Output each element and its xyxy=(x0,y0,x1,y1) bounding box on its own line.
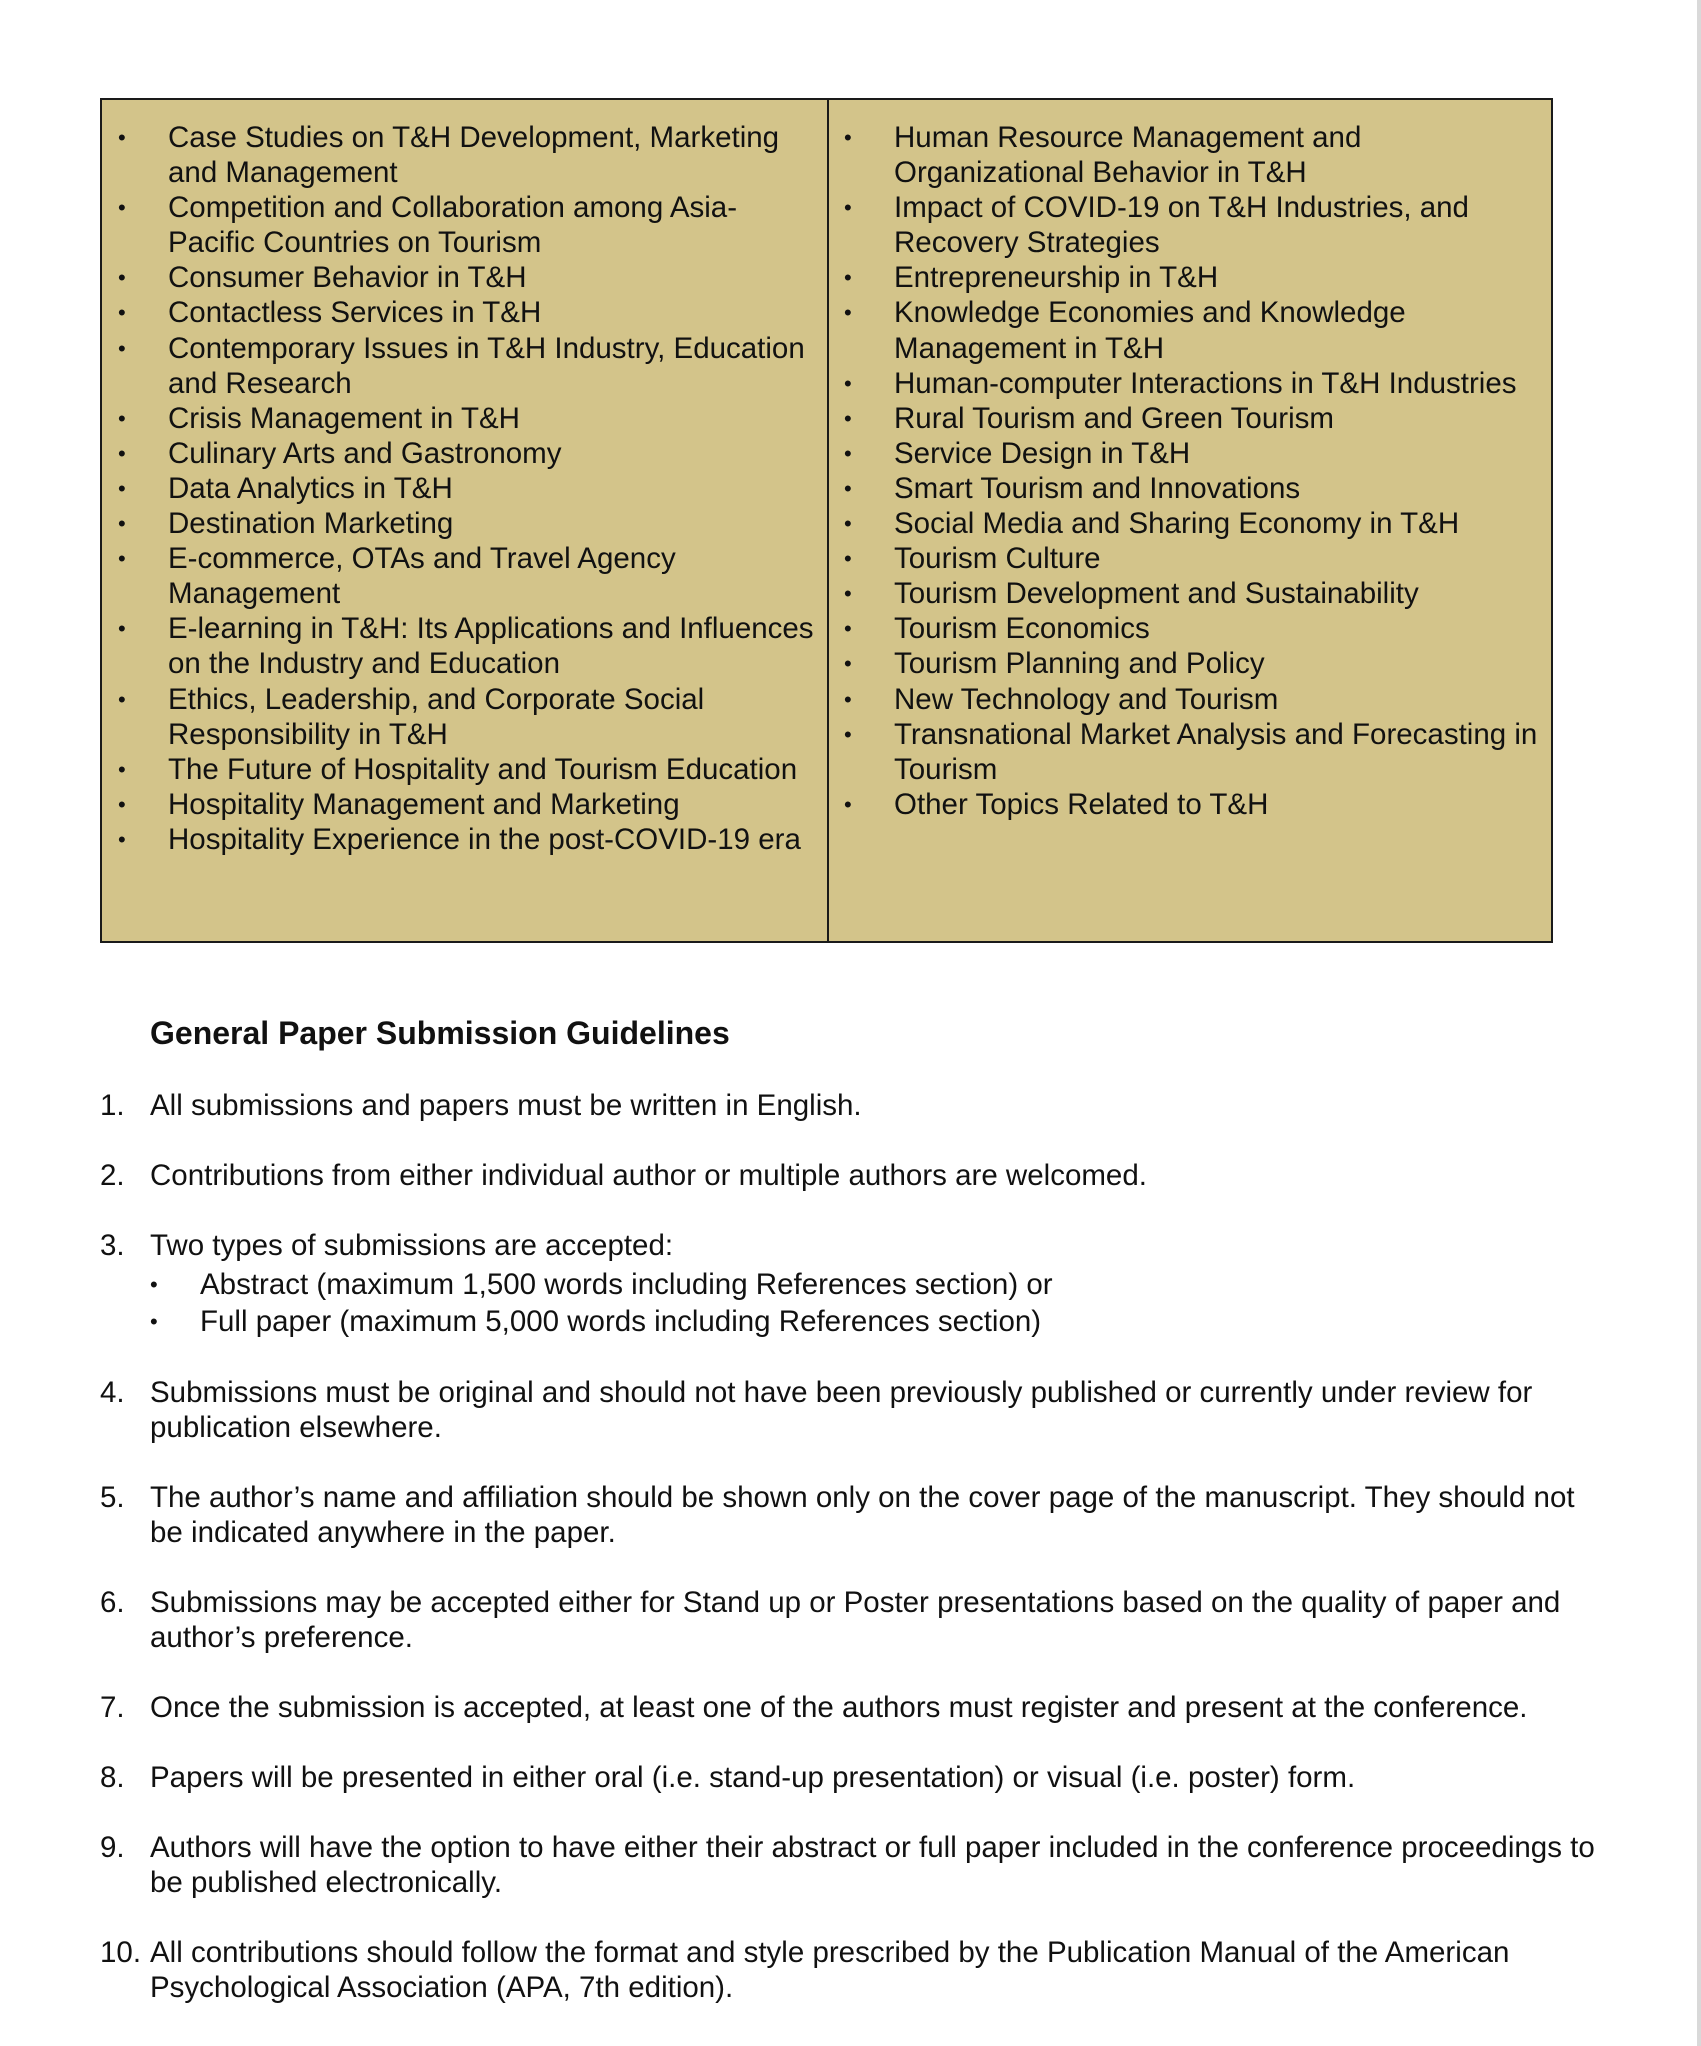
topic-item xyxy=(102,611,827,681)
submission-types-list xyxy=(150,1266,1600,1340)
guideline-item xyxy=(100,1830,1600,1900)
topic-label: Hospitality Management and Marketing xyxy=(168,787,680,821)
bullet-icon: • xyxy=(118,405,126,431)
bullet-icon: • xyxy=(844,405,852,431)
guideline-text: Contributions from either individual author or multiple authors are welcomed. xyxy=(150,1159,1147,1192)
submission-type-label: Abstract (maximum 1,500 words including References section) or xyxy=(200,1268,1053,1301)
topic-item xyxy=(829,260,1551,295)
topic-label: Culinary Arts and Gastronomy xyxy=(168,436,562,470)
topic-item xyxy=(829,120,1551,190)
bullet-icon: • xyxy=(844,440,852,466)
topic-label: Rural Tourism and Green Tourism xyxy=(894,401,1334,435)
bullet-icon: • xyxy=(118,300,126,326)
topic-label: Human Resource Management and Organizational Behavior in T&H xyxy=(894,121,1362,190)
bullet-icon: • xyxy=(118,335,126,361)
bullet-icon: • xyxy=(844,265,852,291)
bullet-icon: • xyxy=(118,125,126,150)
topic-item xyxy=(102,471,827,506)
submission-type-item xyxy=(150,1266,1600,1303)
bullet-icon: • xyxy=(118,440,126,466)
bullet-icon: • xyxy=(844,686,852,712)
topic-item xyxy=(102,506,827,541)
topic-label: Hospitality Experience in the post-COVID-19 era xyxy=(168,822,801,856)
bullet-icon: • xyxy=(118,511,126,537)
topic-label: Ethics, Leadership, and Corporate Social Responsibility in T&H xyxy=(168,682,705,751)
bullet-icon: • xyxy=(844,616,852,642)
topic-label: Transnational Market Analysis and Forecasting in Tourism xyxy=(894,717,1538,786)
topic-item xyxy=(102,295,827,330)
guideline-item xyxy=(100,1760,1600,1795)
topic-item xyxy=(829,787,1551,822)
topic-label: E-commerce, OTAs and Travel Agency Management xyxy=(168,542,676,611)
bullet-icon: • xyxy=(844,195,852,221)
topic-item xyxy=(102,120,827,190)
bullet-icon: • xyxy=(844,511,852,537)
topic-item xyxy=(829,471,1551,506)
topic-item xyxy=(829,506,1551,541)
guideline-text: All contributions should follow the format and style prescribed by the Publication Manual of the American Psychological Association (APA, 7th edition). xyxy=(150,1936,1510,2004)
topic-label: The Future of Hospitality and Tourism Education xyxy=(168,752,798,786)
guideline-number: 5. xyxy=(100,1481,125,1514)
guideline-item xyxy=(100,1375,1600,1445)
bullet-icon: • xyxy=(118,791,126,817)
topic-label: Data Analytics in T&H xyxy=(168,471,453,505)
bullet-icon: • xyxy=(118,756,126,782)
guideline-text: Submissions may be accepted either for Stand up or Poster presentations based on the quality of paper and author’s preference. xyxy=(150,1586,1561,1654)
guideline-text: Submissions must be original and should not have been previously published or currently under review for publication elsewhere. xyxy=(150,1376,1533,1444)
topic-item xyxy=(829,717,1551,787)
guideline-item xyxy=(100,1158,1600,1193)
guideline-number: 6. xyxy=(100,1586,125,1619)
topics-list-right xyxy=(829,120,1551,822)
topic-item xyxy=(829,366,1551,401)
topic-label: Human-computer Interactions in T&H Industries xyxy=(894,366,1517,400)
bullet-icon: • xyxy=(150,1272,158,1297)
topic-item xyxy=(829,682,1551,717)
topic-item xyxy=(829,190,1551,260)
topic-item xyxy=(102,822,827,857)
guideline-item xyxy=(100,1935,1600,2005)
guideline-text: Once the submission is accepted, at least one of the authors must register and present at the conference. xyxy=(150,1691,1528,1724)
topic-item xyxy=(829,541,1551,576)
topics-column-left xyxy=(102,100,829,941)
topic-label: Case Studies on T&H Development, Marketing and Management xyxy=(168,121,780,190)
topic-item xyxy=(102,190,827,260)
topic-label: New Technology and Tourism xyxy=(894,682,1279,716)
topic-item xyxy=(102,787,827,822)
topic-item xyxy=(102,752,827,787)
topic-item xyxy=(829,611,1551,646)
bullet-icon: • xyxy=(118,475,126,501)
topic-label: Contactless Services in T&H xyxy=(168,296,542,330)
topics-list-left xyxy=(102,120,827,857)
topic-label: Tourism Culture xyxy=(894,542,1101,576)
topic-label: Knowledge Economies and Knowledge Management in T&H xyxy=(894,296,1406,365)
bullet-icon: • xyxy=(844,581,852,607)
guideline-number: 1. xyxy=(100,1089,125,1122)
topic-label: Tourism Economics xyxy=(894,612,1150,646)
topic-label: Tourism Development and Sustainability xyxy=(894,577,1419,611)
guideline-item xyxy=(100,1480,1600,1550)
topics-column-right xyxy=(829,100,1551,941)
page-edge xyxy=(1697,0,1701,2046)
bullet-icon: • xyxy=(844,791,852,817)
bullet-icon: • xyxy=(844,721,852,747)
bullet-icon: • xyxy=(844,475,852,501)
topic-item xyxy=(829,576,1551,611)
bullet-icon: • xyxy=(844,546,852,572)
guideline-number: 10. xyxy=(100,1936,142,1969)
guidelines-title: General Paper Submission Guidelines xyxy=(150,1015,730,1051)
topic-item xyxy=(829,646,1551,681)
topic-item xyxy=(102,331,827,401)
guideline-text: Authors will have the option to have either their abstract or full paper included in the conference proceedings to be published electronically. xyxy=(150,1831,1595,1899)
topic-item xyxy=(102,401,827,436)
bullet-icon: • xyxy=(118,826,126,852)
topic-label: Consumer Behavior in T&H xyxy=(168,261,527,295)
guideline-number: 9. xyxy=(100,1831,125,1864)
guideline-item xyxy=(100,1228,1600,1340)
guideline-item xyxy=(100,1585,1600,1655)
topic-item xyxy=(102,436,827,471)
topic-label: Contemporary Issues in T&H Industry, Education and Research xyxy=(168,331,805,400)
bullet-icon: • xyxy=(844,370,852,396)
topic-label: Crisis Management in T&H xyxy=(168,401,520,435)
bullet-icon: • xyxy=(150,1309,158,1334)
guideline-item xyxy=(100,1088,1600,1123)
guideline-number: 3. xyxy=(100,1229,125,1262)
bullet-icon: • xyxy=(844,300,852,326)
guideline-item xyxy=(100,1690,1600,1725)
topic-label: Tourism Planning and Policy xyxy=(894,647,1265,681)
topic-label: Entrepreneurship in T&H xyxy=(894,261,1219,295)
topic-label: Impact of COVID-19 on T&H Industries, and Recovery Strategies xyxy=(894,191,1469,260)
submission-type-item xyxy=(150,1303,1600,1340)
topic-label: E-learning in T&H: Its Applications and Influences on the Industry and Education xyxy=(168,612,814,681)
bullet-icon: • xyxy=(844,125,852,150)
topic-item xyxy=(829,401,1551,436)
bullet-icon: • xyxy=(118,265,126,291)
guideline-number: 4. xyxy=(100,1376,125,1409)
topic-label: Smart Tourism and Innovations xyxy=(894,471,1301,505)
topic-label: Competition and Collaboration among Asia-Pacific Countries on Tourism xyxy=(168,191,738,260)
guideline-number: 2. xyxy=(100,1159,125,1192)
bullet-icon: • xyxy=(118,616,126,642)
guideline-text: The author’s name and affiliation should be shown only on the cover page of the manuscript. They should not be indicated anywhere in the paper. xyxy=(150,1481,1575,1549)
guideline-text: All submissions and papers must be written in English. xyxy=(150,1089,862,1122)
bullet-icon: • xyxy=(118,686,126,712)
topics-table xyxy=(100,98,1553,943)
bullet-icon: • xyxy=(844,651,852,677)
topic-item xyxy=(829,436,1551,471)
topic-label: Other Topics Related to T&H xyxy=(894,787,1269,821)
topic-item xyxy=(102,682,827,752)
guidelines-list xyxy=(100,1088,1600,2040)
submission-type-label: Full paper (maximum 5,000 words including References section) xyxy=(200,1305,1042,1338)
topic-item xyxy=(829,295,1551,365)
topic-label: Service Design in T&H xyxy=(894,436,1191,470)
guideline-text: Two types of submissions are accepted: xyxy=(150,1229,674,1262)
topic-item xyxy=(102,260,827,295)
guideline-number: 8. xyxy=(100,1761,125,1794)
topic-label: Destination Marketing xyxy=(168,507,454,541)
guideline-number: 7. xyxy=(100,1691,125,1724)
topic-item xyxy=(102,541,827,611)
bullet-icon: • xyxy=(118,546,126,572)
topic-label: Social Media and Sharing Economy in T&H xyxy=(894,507,1460,541)
bullet-icon: • xyxy=(118,195,126,221)
guideline-text: Papers will be presented in either oral (i.e. stand-up presentation) or visual (i.e. poster) form. xyxy=(150,1761,1356,1794)
